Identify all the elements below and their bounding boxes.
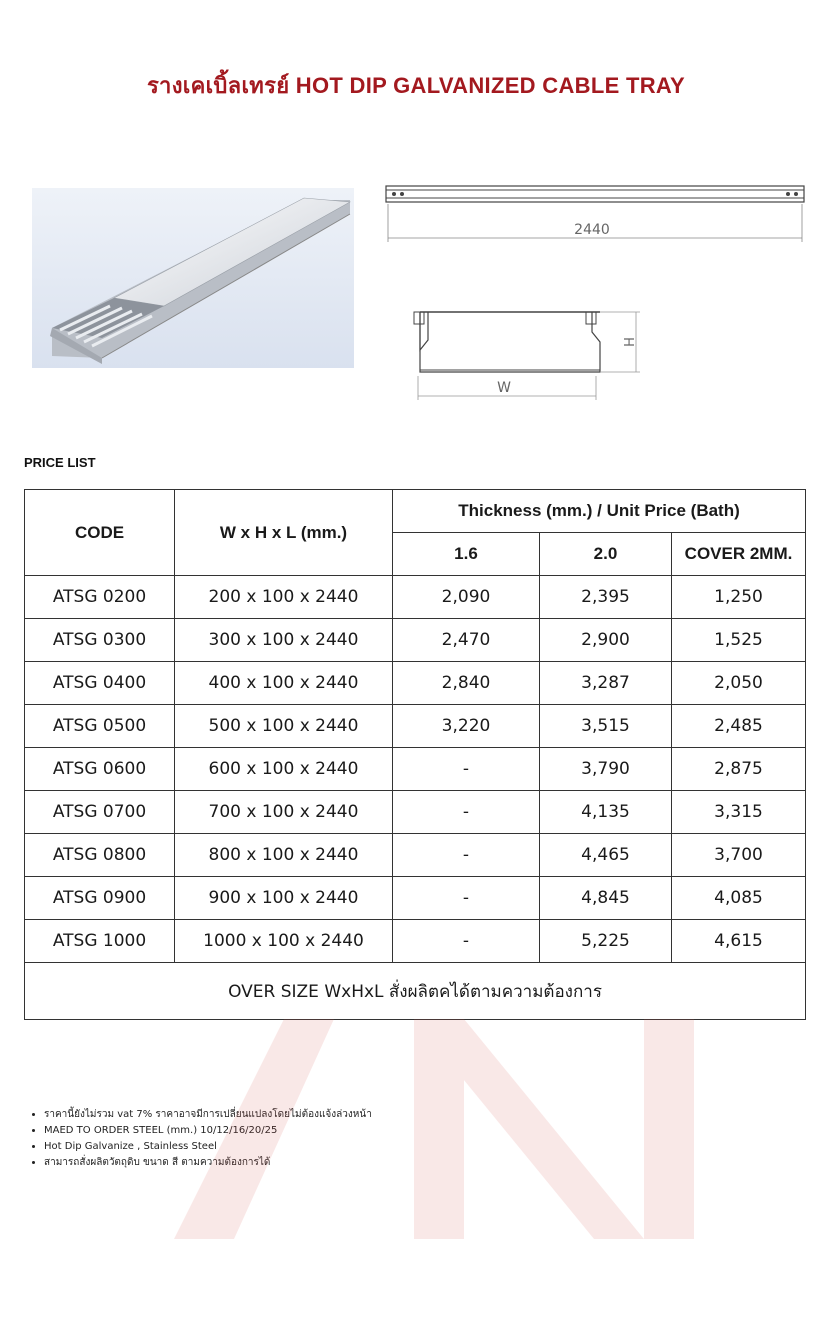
cell-price-2-0: 5,225 [540, 920, 672, 963]
oversize-note: OVER SIZE WxHxL สั่งผลิตคได้ตามความต้องการ [25, 963, 806, 1020]
cell-price-cover: 3,700 [672, 834, 806, 877]
cell-dims: 600 x 100 x 2440 [175, 748, 393, 791]
table-row [25, 791, 806, 834]
cell-code: ATSG 0700 [25, 791, 175, 834]
cell-price-cover: 4,615 [672, 920, 806, 963]
cell-price-1-6: 2,090 [393, 576, 540, 619]
cell-price-1-6: - [393, 791, 540, 834]
cell-price-1-6: - [393, 920, 540, 963]
header-cover: COVER 2MM. [672, 533, 806, 576]
cell-price-1-6: 3,220 [393, 705, 540, 748]
cell-price-2-0: 2,395 [540, 576, 672, 619]
cell-price-1-6: 2,470 [393, 619, 540, 662]
cell-dims: 300 x 100 x 2440 [175, 619, 393, 662]
cell-price-2-0: 3,515 [540, 705, 672, 748]
cell-dims: 400 x 100 x 2440 [175, 662, 393, 705]
cell-price-cover: 4,085 [672, 877, 806, 920]
price-list-heading: PRICE LIST [24, 455, 96, 470]
cell-code: ATSG 0600 [25, 748, 175, 791]
table-footer-row [25, 963, 806, 1020]
table-row [25, 834, 806, 877]
header-code: CODE [25, 490, 175, 576]
cell-code: ATSG 0800 [25, 834, 175, 877]
table-row [25, 705, 806, 748]
tray-side-view-drawing [372, 180, 812, 250]
table-row [25, 576, 806, 619]
cell-code: ATSG 0500 [25, 705, 175, 748]
notes-list [30, 1108, 372, 1172]
cell-price-1-6: 2,840 [393, 662, 540, 705]
note-item: • ราคานี้ยังไม่รวม vat 7% ราคาอาจมีการเปลี่ยนแปลงโดยไม่ต้องแจ้งล่วงหน้า [44, 1108, 372, 1122]
table-row [25, 920, 806, 963]
tray-cross-section-drawing [400, 300, 650, 405]
header-dimensions: W x H x L (mm.) [175, 490, 393, 576]
table-row [25, 748, 806, 791]
cell-price-1-6: - [393, 834, 540, 877]
cell-code: ATSG 0200 [25, 576, 175, 619]
cell-price-1-6: - [393, 877, 540, 920]
cell-price-2-0: 3,790 [540, 748, 672, 791]
cell-dims: 200 x 100 x 2440 [175, 576, 393, 619]
cell-price-2-0: 4,135 [540, 791, 672, 834]
header-thickness-group: Thickness (mm.) / Unit Price (Bath) [393, 490, 806, 533]
header-thickness-1-6: 1.6 [393, 533, 540, 576]
price-table-container [24, 489, 805, 1025]
cell-price-2-0: 4,465 [540, 834, 672, 877]
cell-price-1-6: - [393, 748, 540, 791]
note-item: • Hot Dip Galvanize , Stainless Steel [44, 1140, 372, 1154]
cell-price-2-0: 4,845 [540, 877, 672, 920]
table-row [25, 619, 806, 662]
cell-dims: 800 x 100 x 2440 [175, 834, 393, 877]
cell-code: ATSG 1000 [25, 920, 175, 963]
note-item: • MAED TO ORDER STEEL (mm.) 10/12/16/20/25 [44, 1124, 372, 1138]
cell-dims: 1000 x 100 x 2440 [175, 920, 393, 963]
cell-price-cover: 2,875 [672, 748, 806, 791]
width-dimension-label: W [497, 380, 511, 396]
cell-price-cover: 2,485 [672, 705, 806, 748]
cell-price-cover: 1,525 [672, 619, 806, 662]
cell-code: ATSG 0300 [25, 619, 175, 662]
cell-code: ATSG 0400 [25, 662, 175, 705]
cell-price-2-0: 3,287 [540, 662, 672, 705]
cell-price-2-0: 2,900 [540, 619, 672, 662]
table-row [25, 662, 806, 705]
header-thickness-2-0: 2.0 [540, 533, 672, 576]
cell-price-cover: 3,315 [672, 791, 806, 834]
cable-tray-3d-image [32, 188, 354, 368]
length-dimension-label: 2440 [574, 222, 610, 238]
cell-price-cover: 2,050 [672, 662, 806, 705]
cell-price-cover: 1,250 [672, 576, 806, 619]
cell-dims: 500 x 100 x 2440 [175, 705, 393, 748]
price-table [24, 489, 806, 1020]
table-row [25, 877, 806, 920]
cell-dims: 700 x 100 x 2440 [175, 791, 393, 834]
note-item: • สามารถสั่งผลิตวัตถุดิบ ขนาด สี ตามความต้องการได้ [44, 1156, 372, 1170]
cell-code: ATSG 0900 [25, 877, 175, 920]
height-dimension-label: H [620, 337, 635, 347]
cell-dims: 900 x 100 x 2440 [175, 877, 393, 920]
page-title: รางเคเบิ้ลเทรย์ HOT DIP GALVANIZED CABLE TRAY [146, 73, 686, 98]
